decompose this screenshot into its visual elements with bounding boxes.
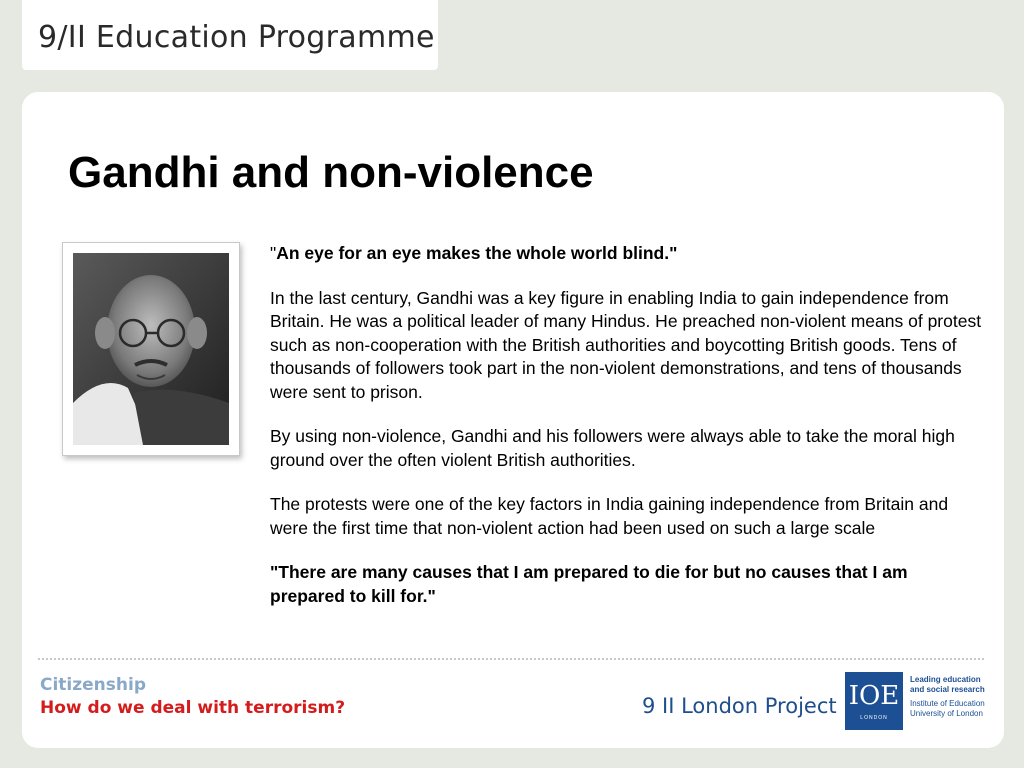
ioe-logo <box>845 672 903 730</box>
project-name: 9 II London Project <box>642 694 837 718</box>
content-text <box>270 242 985 629</box>
institute-info <box>910 675 1000 719</box>
portrait-image <box>73 253 229 445</box>
logo-sub: LONDON <box>860 715 888 721</box>
slide-title: Gandhi and non-violence <box>68 148 594 197</box>
institute-line-2: University of London <box>910 709 983 718</box>
quote-text: An eye for an eye makes the whole world blind." <box>276 243 678 263</box>
tagline-line-2: and social research <box>910 685 985 694</box>
paragraph-moral-ground: By using non-violence, Gandhi and his followers were always able to take the moral high ground over the often violent British authorities. <box>270 426 955 470</box>
programme-title: 9/II Education Programme <box>38 20 435 55</box>
quote-eye-for-eye <box>270 242 985 266</box>
institute-line-1: Institute of Education <box>910 699 985 708</box>
tagline-line-1: Leading education <box>910 675 981 684</box>
footer-topic: How do we deal with terrorism? <box>40 698 346 718</box>
footer-divider <box>38 658 984 660</box>
paragraph-history: In the last century, Gandhi was a key figure in enabling India to gain independence from Britain. He was a political leader of many Hindus. He preached non-violent means of protest such as non-cooperation with the British authorities and boycotting British goods. Tens of thousands of followers took part in the non-violent demonstrations, and tens of thousands were sent to prison. <box>270 287 982 402</box>
gandhi-photo <box>62 242 240 456</box>
quote-many-causes: "There are many causes that I am prepared to die for but no causes that I am prepared to kill for." <box>270 562 908 606</box>
logo-mark: IOE <box>848 681 900 711</box>
footer-category: Citizenship <box>40 675 147 695</box>
quote-open-mark: " <box>270 243 277 263</box>
paragraph-impact: The protests were one of the key factors in India gaining independence from Britain and were the first time that non-violent action had been used on such a large scale <box>270 494 949 538</box>
